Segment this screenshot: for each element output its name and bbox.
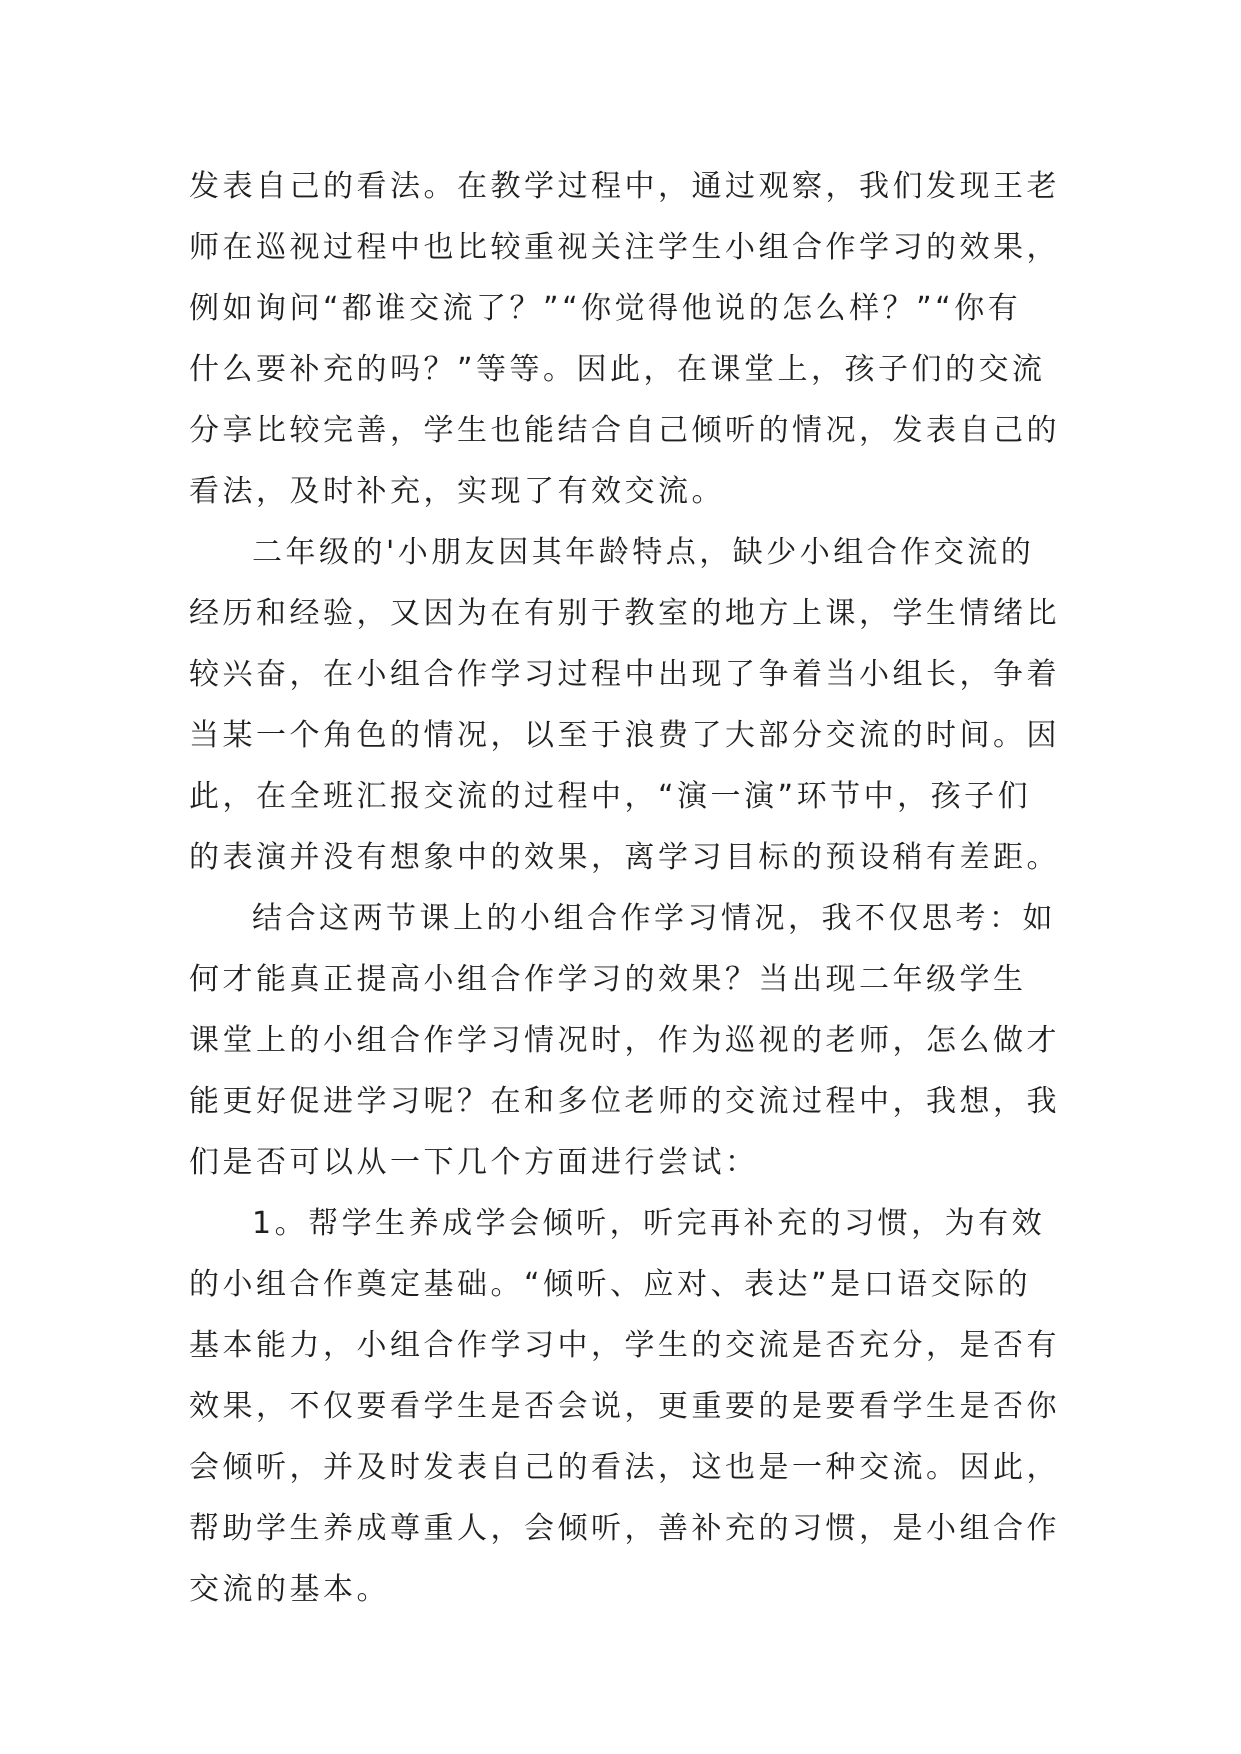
text-line: 会倾听，并及时发表自己的看法，这也是一种交流。因此， [189,1450,1060,1485]
text-line: 发表自己的看法。在教学过程中，通过观察，我们发现王老 [189,169,1060,204]
text-line: 基本能力，小组合作学习中，学生的交流是否充分，是否有 [189,1328,1060,1363]
text-line: 能更好促进学习呢？在和多位老师的交流过程中，我想，我 [189,1084,1060,1119]
text-line: 1。帮学生养成学会倾听，听完再补充的习惯，为有效 [252,1206,1046,1241]
text-line: 师在巡视过程中也比较重视关注学生小组合作学习的效果， [189,230,1060,265]
text-line: 看法，及时补充，实现了有效交流。 [189,474,725,509]
text-line: 当某一个角色的情况，以至于浪费了大部分交流的时间。因 [189,718,1060,753]
paragraph-reflection [189,888,1059,1193]
text-line: 例如询问“都谁交流了？”“你觉得他说的怎么样？”“你有 [189,291,1022,326]
text-line: 什么要补充的吗？”等等。因此，在课堂上，孩子们的交流 [189,352,1046,387]
text-line: 们是否可以从一下几个方面进行尝试： [189,1145,759,1180]
text-line: 何才能真正提高小组合作学习的效果？当出现二年级学生 [189,962,1027,997]
text-line: 较兴奋，在小组合作学习过程中出现了争着当小组长，争着 [189,657,1060,692]
text-line: 此，在全班汇报交流的过程中，“演一演”环节中，孩子们 [189,779,1032,814]
document-body [189,156,1059,1620]
paragraph-second-grade [189,522,1059,888]
paragraph-point-one [189,1193,1059,1620]
text-line: 效果，不仅要看学生是否会说，更重要的是要看学生是否你 [189,1389,1060,1424]
text-line: 经历和经验，又因为在有别于教室的地方上课，学生情绪比 [189,596,1060,631]
text-line: 课堂上的小组合作学习情况时，作为巡视的老师，怎么做才 [189,1023,1060,1058]
paragraph-observation [189,156,1059,522]
text-line: 二年级的'小朋友因其年龄特点，缺少小组合作交流的 [252,535,1035,570]
text-line: 的小组合作奠定基础。“倾听、应对、表达”是口语交际的 [189,1267,1032,1302]
text-line: 帮助学生养成尊重人，会倾听，善补充的习惯，是小组合作 [189,1511,1060,1546]
text-line: 分享比较完善，学生也能结合自己倾听的情况，发表自己的 [189,413,1060,448]
text-line: 结合这两节课上的小组合作学习情况，我不仅思考：如 [252,901,1056,936]
text-line: 交流的基本。 [189,1572,390,1607]
text-line: 的表演并没有想象中的效果，离学习目标的预设稍有差距。 [189,840,1060,875]
